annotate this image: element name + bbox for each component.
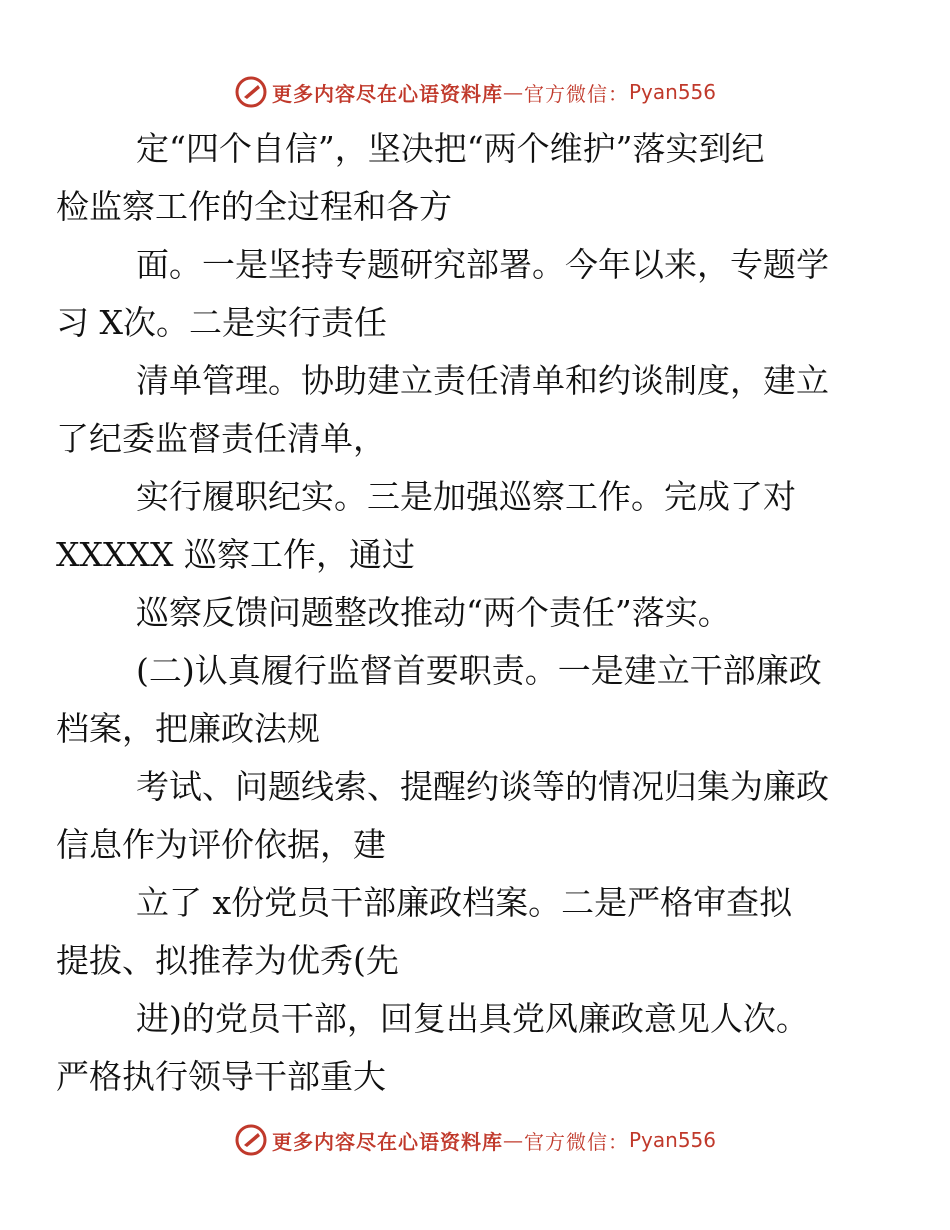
line-text: 信息作为评价依据，建 <box>56 825 386 864</box>
line-text: 严格执行领导干部重大 <box>56 1057 386 1096</box>
document-body <box>56 120 866 1106</box>
paragraph-line-5 <box>96 584 866 642</box>
line-text: 定“四个自信”，坚决把“两个维护”落实到纪 <box>136 129 765 168</box>
logo-icon <box>234 75 268 109</box>
watermark-main-text: 更多内容尽在心语资料库 <box>271 1129 503 1154</box>
line-text: 提拔、拟推荐为优秀(先 <box>56 941 399 980</box>
header-watermark <box>0 72 950 112</box>
line-text: 习 X次。二是实行责任 <box>56 303 387 342</box>
watermark-side-text: 官方微信： <box>523 81 629 106</box>
paragraph-line-4 <box>56 468 866 584</box>
watermark-id: Pyan556 <box>628 1128 716 1152</box>
paragraph-line-1 <box>56 120 866 236</box>
line-text: 考试、问题线索、提醒约谈等的情况归集为廉政 <box>136 767 829 806</box>
watermark-dash: — <box>502 1128 524 1152</box>
line-text: 立了 x份党员干部廉政档案。二是严格审查拟 <box>136 883 793 922</box>
line-text: 档案，把廉政法规 <box>56 709 320 748</box>
line-text: XXXXX 巡察工作，通过 <box>56 535 415 574</box>
line-text: (二)认真履行监督首要职责。一是建立干部廉政 <box>136 651 822 690</box>
paragraph-line-6 <box>56 642 866 758</box>
paragraph-line-8 <box>56 874 866 990</box>
footer-watermark <box>0 1120 950 1160</box>
logo-icon <box>234 1123 268 1157</box>
paragraph-line-9 <box>56 990 866 1106</box>
watermark-id: Pyan556 <box>628 80 716 104</box>
line-text: 进)的党员干部，回复出具党风廉政意见人次。 <box>136 999 809 1038</box>
watermark-side-text: 官方微信： <box>523 1129 629 1154</box>
watermark-dash: — <box>502 80 524 104</box>
line-text: 检监察工作的全过程和各方 <box>56 187 452 226</box>
paragraph-line-3 <box>56 352 866 468</box>
line-text: 清单管理。协助建立责任清单和约谈制度，建立 <box>136 361 829 400</box>
line-text: 面。一是坚持专题研究部署。今年以来，专题学 <box>136 245 829 284</box>
watermark-main-text: 更多内容尽在心语资料库 <box>271 81 503 106</box>
paragraph-line-7 <box>56 758 866 874</box>
paragraph-line-2 <box>56 236 866 352</box>
line-text: 巡察反馈问题整改推动“两个责任”落实。 <box>136 593 731 632</box>
line-text: 了纪委监督责任清单， <box>56 419 386 458</box>
line-text: 实行履职纪实。三是加强巡察工作。完成了对 <box>136 477 796 516</box>
